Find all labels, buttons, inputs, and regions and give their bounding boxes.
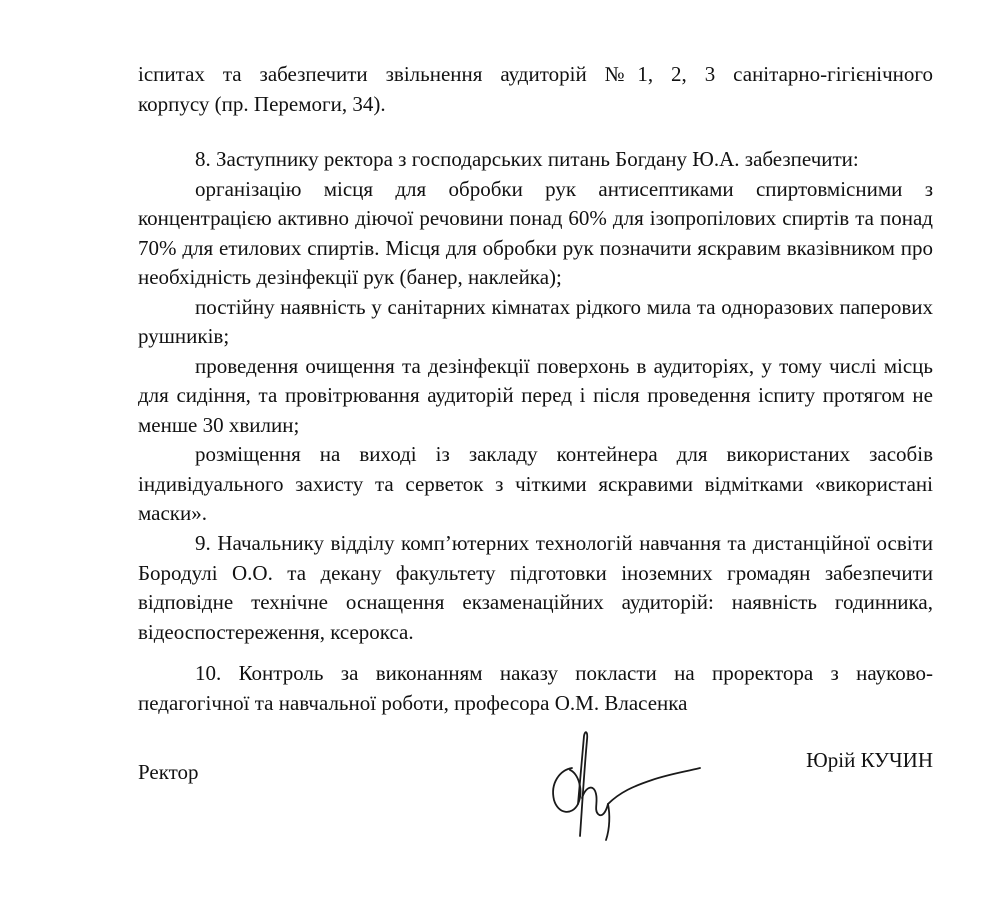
item-10-paragraph: 10. Контроль за виконанням наказу покласти на проректора з науково-педагогічної та навчальної роботи, професора О.М. Власенка <box>138 661 933 715</box>
item-8-paragraph-2: постійну наявність у санітарних кімнатах рідкого мила та одноразових паперових рушників; <box>138 294 933 348</box>
item-8-heading: 8. Заступнику ректора з господарських питань Богдану Ю.А. забезпечити: <box>195 147 859 171</box>
signatory-name: Юрій КУЧИН <box>806 748 933 772</box>
item-10-section <box>138 659 933 718</box>
item-9-paragraph: 9. Начальнику відділу комп’ютерних технологій навчання та дистанційної освіти Бородулі О.О. та декану факультету підготовки іноземних громадян забезпечити відповідне технічне оснащення екзаменаційних аудиторій: наявність годинника, відеоспостереження, ксерокса. <box>138 531 933 644</box>
item-8-section <box>138 145 933 529</box>
item-9-section <box>138 529 933 647</box>
continuation-line-1: іспитах та забезпечити звільнення аудиторій №1, 2, 3 санітарно-гігієнічного <box>138 62 933 86</box>
signature-block <box>138 748 933 868</box>
handwritten-signature <box>542 728 702 853</box>
item-8-paragraph-3: проведення очищення та дезінфекції поверхонь в аудиторіях, у тому числі місць для сидіння, та провітрювання аудиторій перед і після проведення іспиту протягом не менше 30 хвилин; <box>138 353 933 437</box>
item-8-paragraph-1: організацію місця для обробки рук антисептиками спиртовмісними з концентрацією активно діючої речовини понад 60% для ізопропілових спиртів та понад 70% для етилових спиртів. Місця для обробки рук позначити яскравим вказівником про необхідність дезінфекції рук (банер, наклейка); <box>138 176 933 289</box>
signatory-title: Ректор <box>138 760 199 784</box>
item-8-paragraph-4: розміщення на виході із закладу контейнера для використаних засобів індивідуального захисту та серветок з чіткими яскравими відмітками «використані маски». <box>138 442 933 525</box>
continuation-paragraph <box>138 60 933 119</box>
continuation-line-2: корпусу (пр. Перемоги, 34). <box>138 91 386 116</box>
